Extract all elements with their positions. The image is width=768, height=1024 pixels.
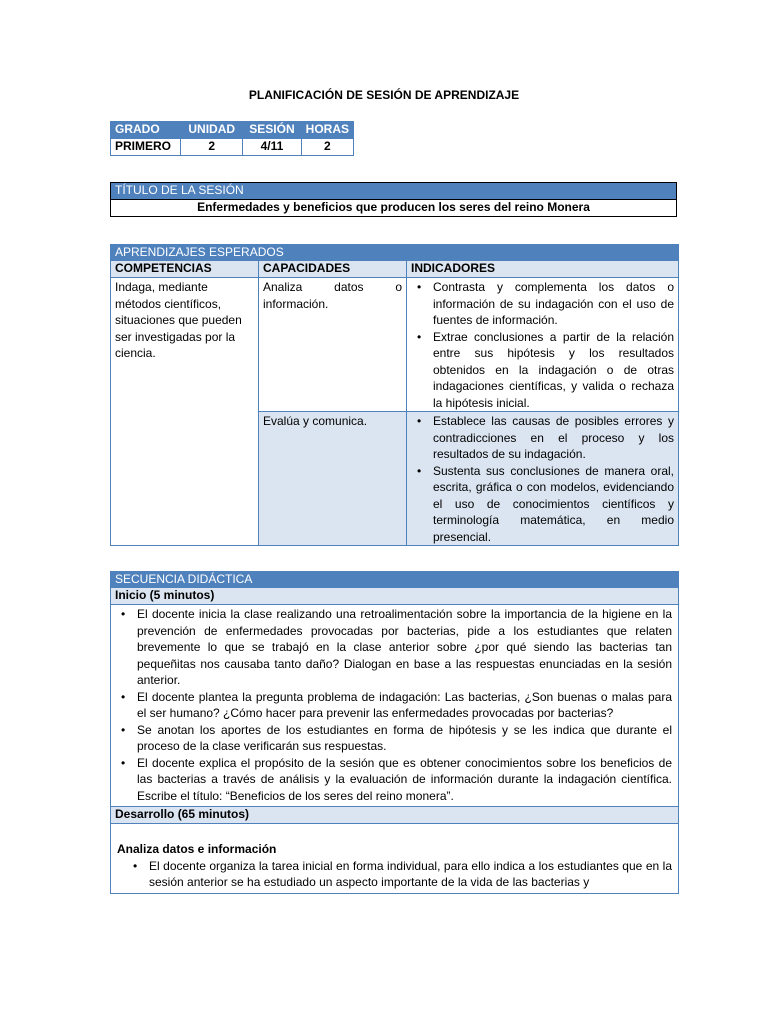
capacidad-2-cell: Evalúa y comunica. xyxy=(259,412,407,546)
secuencia-label: SECUENCIA DIDÁCTICA xyxy=(111,572,679,588)
indicador-item: • Sustenta sus conclusiones de manera oral, escrita, gráfica o con modelos, evidenciando el uso de conocimientos científicos y terminología matemática, en medio presencial. xyxy=(411,463,674,546)
inicio-cell xyxy=(111,605,679,807)
desarrollo-list xyxy=(117,858,672,891)
inicio-label: Inicio (5 minutos) xyxy=(111,588,679,605)
indicador-item: • Extrae conclusiones a partir de la relación entre sus hipótesis y los resultados obtenidos en la indagación o de otras indagaciones científicas, y valida o rechaza la hipótesis inicial. xyxy=(411,329,674,412)
indicador-item: • Contrasta y complementa los datos o información de su indagación con el uso de fuentes de información. xyxy=(411,279,674,329)
indicadores-2-cell xyxy=(407,412,679,546)
capacidad-1-cell: Analiza datos o información. xyxy=(259,278,407,412)
desarrollo-cell xyxy=(111,824,679,894)
competencia-cell: Indaga, mediante métodos científicos, situaciones que pueden ser investigadas por la ciencia. xyxy=(111,278,259,546)
indicador-item: • Establece las causas de posibles errores y contradicciones en el proceso y los resultados de su indagación. xyxy=(411,413,674,463)
inicio-item: • El docente plantea la pregunta problema de indagación: Las bacterias, ¿Son buenas o malas para el ser humano? ¿Cómo hacer para prevenir las enfermedades provocadas por bacterias? xyxy=(115,689,672,722)
unit-value: 2 xyxy=(181,139,243,156)
grade-header: GRADO xyxy=(111,122,181,139)
indicadores-2-list xyxy=(411,413,674,545)
inicio-item: • El docente explica el propósito de la sesión que es obtener conocimientos sobre los beneficios de las bacterias a través de análisis y la evaluación de información durante la indagación científica. Escribe el título: “Beneficios de los seres del reino monera”. xyxy=(115,755,672,805)
hours-header: HORAS xyxy=(301,122,353,139)
desarrollo-subtitle: Analiza datos e información xyxy=(117,842,277,856)
aprendizajes-label: APRENDIZAJES ESPERADOS xyxy=(111,245,679,261)
inicio-list xyxy=(115,606,672,804)
desarrollo-label: Desarrollo (65 minutos) xyxy=(111,807,679,824)
grade-table xyxy=(110,121,354,156)
grade-value: PRIMERO xyxy=(111,139,181,156)
aprendizajes-table xyxy=(110,244,679,546)
indicadores-1-list xyxy=(411,279,674,411)
desarrollo-item: • El docente organiza la tarea inicial en forma individual, para ello indica a los estudiantes que en la sesión anterior se ha estudiado un aspecto importante de la vida de las bacterias y xyxy=(127,858,672,891)
competencias-header: COMPETENCIAS xyxy=(111,261,259,278)
inicio-item: • Se anotan los aportes de los estudiantes en forma de hipótesis y se les indica que durante el proceso de la clase verificarán sus respuestas. xyxy=(115,722,672,755)
session-title-value: Enfermedades y beneficios que producen los seres del reino Monera xyxy=(111,200,677,217)
unit-header: UNIDAD xyxy=(181,122,243,139)
session-value: 4/11 xyxy=(243,139,301,156)
secuencia-table xyxy=(110,571,679,894)
capacidades-header: CAPACIDADES xyxy=(259,261,407,278)
session-title-table xyxy=(110,182,677,217)
indicadores-header: INDICADORES xyxy=(407,261,679,278)
inicio-item: • El docente inicia la clase realizando una retroalimentación sobre la importancia de la higiene en la prevención de enfermedades provocadas por bacterias, pide a los estudiantes que relaten brevemente lo que se trabajó en la clase anterior sobre ¿por qué siendo las bacterias tan pequeñitas nos causaba tanto daño? Dialogan en base a las respuestas enunciadas en la sesión anterior. xyxy=(115,606,672,689)
hours-value: 2 xyxy=(301,139,353,156)
indicadores-1-cell xyxy=(407,278,679,412)
session-header: SESIÓN xyxy=(243,122,301,139)
session-title-label: TÍTULO DE LA SESIÓN xyxy=(115,183,244,197)
page-title: PLANIFICACIÓN DE SESIÓN DE APRENDIZAJE xyxy=(248,88,520,102)
